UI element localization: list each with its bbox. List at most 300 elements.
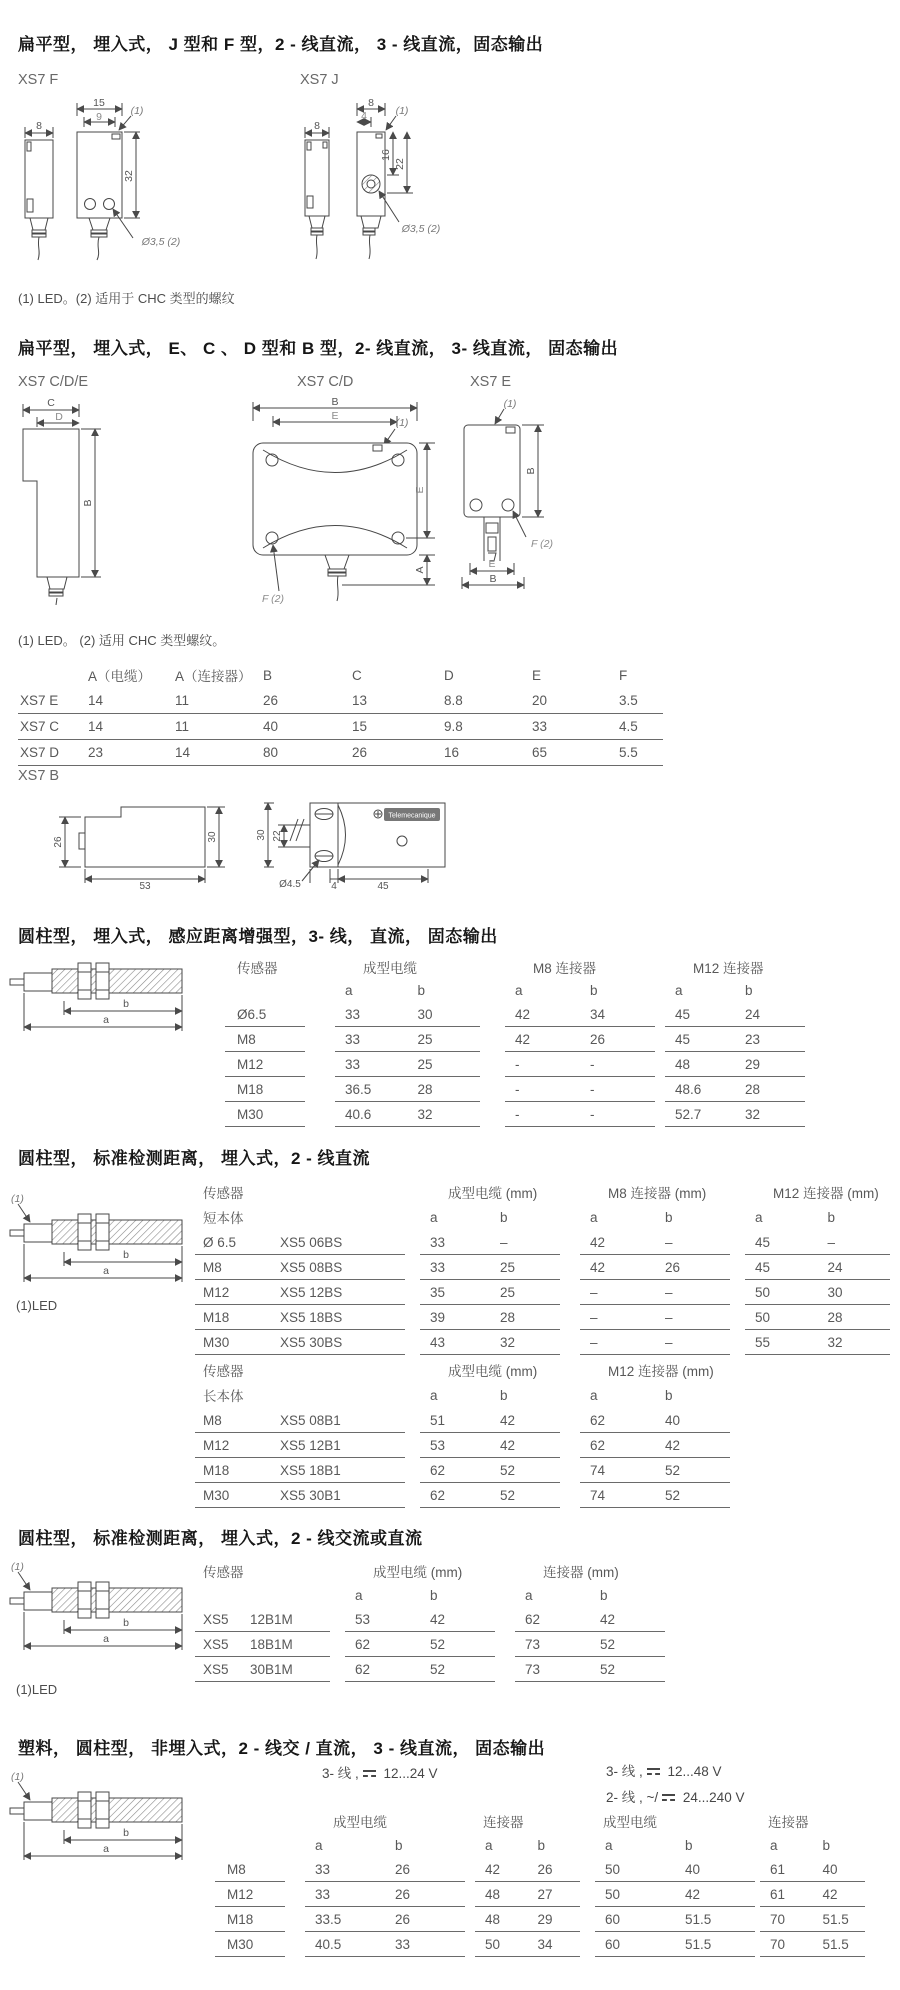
- cell-group: [665, 1027, 805, 1052]
- col-header-group: [195, 1358, 405, 1382]
- model-label-xs7e: XS7 E: [470, 374, 512, 390]
- col-header-b: b: [600, 1587, 608, 1603]
- dim-label: 22: [272, 830, 283, 842]
- cell-group: [420, 1230, 560, 1255]
- cell: 40: [822, 1861, 838, 1877]
- cylinder-shapes: [10, 963, 182, 1031]
- dim-label: b: [123, 1617, 129, 1629]
- model-ref: XS5 30BS: [280, 1334, 343, 1350]
- col-header-group: [195, 1204, 405, 1230]
- cell: 53: [355, 1611, 371, 1627]
- model-label-xs7cd: XS7 C/D: [297, 374, 354, 390]
- cell-group: [505, 1102, 655, 1127]
- row-label: Ø 6.5: [203, 1234, 237, 1250]
- col-header: D: [444, 667, 454, 683]
- col-header-b: b: [500, 1209, 508, 1225]
- cell: 73: [525, 1661, 541, 1677]
- cell-group: [305, 1882, 465, 1907]
- cell: 32: [827, 1334, 843, 1350]
- cell-group: [745, 1230, 890, 1255]
- dim-label: B: [489, 573, 497, 585]
- row-label: M8: [225, 1027, 305, 1052]
- dim-label: 30: [256, 829, 267, 841]
- section1-title: 扁平型， 埋入式， J 型和 F 型，2 - 线直流， 3 - 线直流，固态输出: [18, 35, 544, 54]
- dim-label: a: [103, 1843, 109, 1855]
- col-header-group: [195, 1180, 405, 1204]
- section2-note: (1) LED。 (2) 适用 CHC 类型螺纹。: [18, 633, 226, 648]
- cell: 52: [665, 1462, 681, 1478]
- row-label: Ø6.5: [225, 1002, 305, 1027]
- cell-group: [580, 1458, 730, 1483]
- col-header-group: [195, 1382, 405, 1408]
- led-callout: (1): [503, 398, 517, 410]
- cell: 25: [500, 1259, 516, 1275]
- cell-group: [745, 1305, 890, 1330]
- led-callout: (1): [130, 105, 144, 117]
- col-header-a: a: [430, 1387, 438, 1403]
- table-row: [195, 1408, 730, 1433]
- model-ref: XS5 12B1: [280, 1437, 341, 1453]
- cell: 40.6: [345, 1106, 372, 1122]
- subheader-group: [760, 1833, 865, 1857]
- cell: 24: [745, 1006, 761, 1022]
- subheader-group: [305, 1833, 465, 1857]
- cell: 70: [770, 1911, 786, 1927]
- model-label-xs7cde: XS7 C/D/E: [18, 374, 89, 390]
- cell: -: [515, 1056, 520, 1072]
- dim-label: 32: [123, 170, 135, 182]
- xs7cd-shapes: [253, 402, 435, 601]
- hole-callout: F (2): [531, 538, 553, 550]
- table-row: [195, 1657, 665, 1682]
- col-header-a: a: [515, 983, 523, 998]
- cell: 42: [665, 1437, 681, 1453]
- table-row: [180, 1932, 865, 1957]
- table-subheader-row: [195, 1583, 665, 1607]
- table-row: [195, 1433, 730, 1458]
- cell: 9.8: [444, 719, 463, 734]
- cell: –: [590, 1334, 598, 1350]
- col-header: 传感器: [237, 961, 278, 976]
- cell: 36.5: [345, 1081, 372, 1097]
- cell: 24: [827, 1259, 843, 1275]
- col-header: 成型电缆 (mm): [373, 1564, 463, 1580]
- dim-label: 9: [96, 111, 102, 123]
- table-row: [18, 688, 663, 714]
- cell: 60: [605, 1936, 621, 1952]
- col-header: 连接器: [483, 1814, 524, 1830]
- cell: 70: [770, 1936, 786, 1952]
- cell-group: [505, 1027, 655, 1052]
- cell-group: [665, 1052, 805, 1077]
- dim-label: E: [331, 410, 339, 422]
- col-header: M12 连接器 (mm): [608, 1364, 714, 1379]
- col-header: A（电缆）: [88, 669, 152, 684]
- row-label-group: [195, 1230, 405, 1255]
- section1-note: (1) LED。(2) 适用于 CHC 类型的螺纹: [18, 291, 235, 306]
- cell: 28: [827, 1309, 843, 1325]
- table-row: [225, 1027, 805, 1052]
- col-header-a: a: [675, 983, 683, 998]
- cell: 33: [345, 1056, 361, 1072]
- dim-label: C: [47, 397, 55, 409]
- col-header: M8 连接器 (mm): [608, 1186, 707, 1201]
- xs7b-side-drawing: [35, 795, 245, 890]
- voltage-text: 24...240 V: [679, 1790, 745, 1805]
- row-label: M12: [203, 1284, 230, 1300]
- row-label: M30: [203, 1334, 230, 1350]
- cell: 20: [532, 693, 548, 708]
- cell: -: [515, 1081, 520, 1097]
- xs7b-top-drawing: [250, 795, 460, 890]
- row-label: XS7 C: [20, 719, 60, 734]
- cell-group: [335, 1102, 480, 1127]
- cell: 62: [355, 1661, 371, 1677]
- cell: 51.5: [685, 1936, 712, 1952]
- xs7-dimension-table: [18, 662, 663, 766]
- cell-group: [335, 1052, 480, 1077]
- col-header-b: b: [745, 983, 753, 998]
- cell-group: [665, 1002, 805, 1027]
- cell: 11: [175, 719, 190, 734]
- cell-group: [760, 1857, 865, 1882]
- col-header-a: a: [770, 1837, 778, 1853]
- dim-label: A: [414, 566, 426, 574]
- cell-group: [420, 1458, 560, 1483]
- dim-label: a: [103, 1014, 109, 1026]
- cell: 32: [745, 1106, 761, 1122]
- cell: 4.5: [619, 719, 638, 734]
- cell: 40: [665, 1412, 681, 1428]
- col-header-a: a: [430, 1209, 438, 1225]
- col-header-blank: [215, 1808, 285, 1833]
- col-header-a: a: [525, 1587, 533, 1603]
- col-header: M12 连接器: [693, 961, 764, 976]
- led-callout: (1): [11, 1193, 24, 1205]
- col-header: A（连接器）: [175, 669, 252, 684]
- model-ref: XS5 12BS: [280, 1284, 343, 1300]
- cell: –: [665, 1284, 673, 1300]
- table-row: [195, 1632, 665, 1657]
- table-subheader-row: [180, 1833, 865, 1857]
- row-label: M8: [215, 1857, 285, 1882]
- cell: 45: [675, 1031, 691, 1047]
- dim-label: b: [123, 1827, 129, 1839]
- row-label: M12: [203, 1437, 230, 1453]
- row-label-group: [195, 1280, 405, 1305]
- cell-group: [335, 1027, 480, 1052]
- col-header-group: [195, 1558, 330, 1583]
- reinforced-range-table: [225, 955, 805, 1127]
- cell: –: [665, 1309, 673, 1325]
- cell: 42: [590, 1234, 606, 1250]
- row-label: XS7 E: [20, 693, 59, 708]
- table-row: [195, 1330, 890, 1355]
- col-header: 短本体: [203, 1211, 244, 1226]
- cell: 51.5: [822, 1911, 849, 1927]
- cell: 52.7: [675, 1106, 702, 1122]
- cell-group: [505, 1002, 655, 1027]
- cell: 29: [537, 1911, 553, 1927]
- cell: 26: [395, 1861, 411, 1877]
- cell: 62: [430, 1487, 446, 1503]
- col-header-a: a: [590, 1209, 598, 1225]
- plastic-cylindrical-table: [180, 1808, 865, 1957]
- cell: 74: [590, 1487, 606, 1503]
- col-header-a: a: [315, 1837, 323, 1853]
- cell: 42: [515, 1031, 531, 1047]
- hole-callout: Ø3,5 (2): [401, 223, 441, 235]
- col-header: 传感器: [203, 1186, 244, 1201]
- table-row: [225, 1002, 805, 1027]
- cell: 14: [88, 693, 104, 708]
- cylindrical-sensor-drawing-s5: [8, 1560, 208, 1655]
- cell: 80: [263, 745, 279, 760]
- model-ref: XS5 08BS: [280, 1259, 343, 1275]
- row-label-group: [195, 1255, 405, 1280]
- cell: 45: [755, 1259, 771, 1275]
- cell: 28: [500, 1309, 516, 1325]
- dim-label: 8: [314, 120, 320, 132]
- cell-group: [420, 1305, 560, 1330]
- cell: 30: [417, 1006, 433, 1022]
- section2-title: 扁平型， 埋入式， E、 C 、 D 型和 B 型，2- 线直流， 3- 线直流， 固态输出: [18, 339, 619, 358]
- cell: 52: [430, 1661, 446, 1677]
- cell: 42: [500, 1437, 516, 1453]
- cell: 32: [417, 1106, 433, 1122]
- subheader-group: [595, 1833, 755, 1857]
- model-ref: 12B1M: [250, 1611, 293, 1627]
- cell: 39: [430, 1309, 446, 1325]
- col-header-b: b: [665, 1209, 673, 1225]
- cell-group: [580, 1255, 730, 1280]
- cell: 45: [755, 1234, 771, 1250]
- row-label: XS5: [203, 1661, 229, 1677]
- subheader-group: [580, 1204, 730, 1230]
- dim-label: B: [525, 467, 537, 475]
- voltage-text: 12...24 V: [379, 1766, 438, 1781]
- long-body-table: [195, 1358, 730, 1508]
- cell: 25: [417, 1056, 433, 1072]
- hole-callout: Ø4.5: [279, 879, 301, 890]
- cell-group: [420, 1280, 560, 1305]
- table-header-row: [180, 1808, 865, 1833]
- cylinder-shapes: [10, 1204, 182, 1282]
- cell: 42: [590, 1259, 606, 1275]
- subheader-group: [745, 1204, 890, 1230]
- xs7e-shapes: [462, 409, 544, 589]
- cell: –: [500, 1234, 508, 1250]
- hole-callout: F (2): [262, 593, 284, 605]
- cell: 42: [685, 1886, 701, 1902]
- cell-group: [515, 1607, 665, 1632]
- row-label-group: [195, 1305, 405, 1330]
- cell-group: [305, 1932, 465, 1957]
- voltage-label-right-2: [606, 1786, 744, 1806]
- table-row: [195, 1483, 730, 1508]
- col-header-a: a: [345, 983, 353, 998]
- cell: 34: [537, 1936, 553, 1952]
- cell: 30: [827, 1284, 843, 1300]
- cell: 32: [500, 1334, 516, 1350]
- cell: 26: [395, 1886, 411, 1902]
- row-label: M30: [215, 1932, 285, 1957]
- dim-label: a: [103, 1633, 109, 1645]
- dim-label: 53: [139, 881, 151, 890]
- table-row: [225, 1077, 805, 1102]
- cell-group: [760, 1932, 865, 1957]
- cell: 25: [417, 1031, 433, 1047]
- cell: 11: [175, 693, 190, 708]
- dim-label: B: [331, 396, 339, 408]
- table-header-row: [195, 1358, 730, 1382]
- cell-group: [745, 1330, 890, 1355]
- cell: 26: [537, 1861, 553, 1877]
- cell-group: [760, 1882, 865, 1907]
- cell: 25: [500, 1284, 516, 1300]
- cell: 50: [605, 1861, 621, 1877]
- col-header-a: a: [605, 1837, 613, 1853]
- cell: 48: [675, 1056, 691, 1072]
- dim-label: 26: [53, 836, 64, 848]
- cell: 62: [525, 1611, 541, 1627]
- cell: -: [590, 1081, 595, 1097]
- table-row: [195, 1280, 890, 1305]
- dim-label: D: [55, 411, 63, 423]
- row-label: XS7 D: [20, 745, 60, 760]
- col-header: F: [619, 667, 628, 683]
- cell: 62: [430, 1462, 446, 1478]
- col-header: 连接器 (mm): [543, 1564, 619, 1580]
- cell: 33: [430, 1234, 446, 1250]
- cell: 14: [175, 745, 191, 760]
- cell-group: [305, 1857, 465, 1882]
- cell: 26: [352, 745, 368, 760]
- led-callout: (1): [395, 105, 409, 117]
- table-row: [195, 1458, 730, 1483]
- cell-group: [345, 1607, 495, 1632]
- col-header-a: a: [355, 1587, 363, 1603]
- cell: 3.5: [619, 693, 638, 708]
- col-header: 成型电缆: [603, 1814, 657, 1830]
- cell: 48: [485, 1886, 501, 1902]
- cylindrical-sensor-drawing-s4: [8, 1192, 208, 1287]
- cell: 33: [430, 1259, 446, 1275]
- cell: 33: [315, 1886, 331, 1902]
- cell-group: [745, 1255, 890, 1280]
- dim-label: 15: [93, 97, 105, 109]
- col-header: 成型电缆: [333, 1814, 387, 1830]
- cell: 45: [675, 1006, 691, 1022]
- cell: 55: [755, 1334, 771, 1350]
- row-label: M8: [203, 1412, 222, 1428]
- dim-label: 8: [36, 120, 42, 132]
- cylindrical-sensor-drawing-s6: [8, 1770, 208, 1865]
- row-label-group: [195, 1458, 405, 1483]
- cell: 27: [537, 1886, 553, 1902]
- cell: 61: [770, 1886, 786, 1902]
- row-label: XS5: [203, 1636, 229, 1652]
- subheader-group: [475, 1833, 580, 1857]
- table-subheader-row: [195, 1204, 890, 1230]
- row-label: M30: [225, 1102, 305, 1127]
- cell-group: [515, 1657, 665, 1682]
- cell: 62: [590, 1412, 606, 1428]
- cell-group: [580, 1483, 730, 1508]
- cell-group: [505, 1077, 655, 1102]
- cell-group: [760, 1907, 865, 1932]
- cell-group: [475, 1857, 580, 1882]
- cell: 33: [532, 719, 548, 734]
- cell: 52: [500, 1462, 516, 1478]
- cell: 29: [745, 1056, 761, 1072]
- cell: 33.5: [315, 1911, 342, 1927]
- cell-group: [505, 1052, 655, 1077]
- col-header: M8 连接器: [533, 961, 597, 976]
- cell-group: [305, 1907, 465, 1932]
- model-label-xs7j: XS7 J: [300, 72, 339, 88]
- xs7cde-drawing: [15, 395, 150, 605]
- cylinder-dim-labels: [103, 998, 129, 1026]
- voltage-text: 3- 线 ,: [322, 1766, 359, 1781]
- col-header-blank: [18, 662, 88, 688]
- cell: –: [827, 1234, 836, 1250]
- section3-title: 圆柱型， 埋入式， 感应距离增强型，3- 线， 直流， 固态输出: [18, 927, 498, 946]
- row-label: M18: [215, 1907, 285, 1932]
- cell: 40: [685, 1861, 701, 1877]
- cell: 33: [315, 1861, 331, 1877]
- col-header: 传感器: [203, 1564, 244, 1580]
- cell: 48: [485, 1911, 501, 1927]
- table-row: [195, 1607, 665, 1632]
- xs7b-side-shapes: [59, 807, 225, 883]
- table-header-row: [195, 1558, 665, 1583]
- section5-title: 圆柱型， 标准检测距离， 埋入式，2 - 线交流或直流: [18, 1529, 423, 1548]
- cylindrical-sensor-drawing-s3: [8, 955, 208, 1035]
- row-label-group: [195, 1632, 330, 1657]
- cell-group: [345, 1657, 495, 1682]
- xs7j-shapes: [305, 103, 413, 259]
- col-header: 连接器: [768, 1814, 809, 1830]
- cell: 51.5: [685, 1911, 712, 1927]
- model-ref: XS5 06BS: [280, 1234, 343, 1250]
- row-label: M30: [203, 1487, 230, 1503]
- cell-group: [420, 1408, 560, 1433]
- cell: 26: [263, 693, 279, 708]
- row-label-group: [195, 1607, 330, 1632]
- cell-group: [420, 1255, 560, 1280]
- col-header: 成型电缆 (mm): [448, 1364, 538, 1379]
- cell: 48.6: [675, 1081, 702, 1097]
- col-header: C: [352, 667, 362, 683]
- cell-group: [580, 1230, 730, 1255]
- cell: -: [590, 1106, 595, 1122]
- dim-label: b: [123, 998, 129, 1010]
- cell-group: [335, 1002, 480, 1027]
- col-header-a: a: [590, 1387, 598, 1403]
- cell: 40.5: [315, 1936, 342, 1952]
- cell: 26: [590, 1031, 606, 1047]
- cell: 26: [395, 1911, 411, 1927]
- cell-group: [595, 1857, 755, 1882]
- cell-group: [420, 1330, 560, 1355]
- cell: 52: [665, 1487, 681, 1503]
- cell-group: [580, 1408, 730, 1433]
- dc-symbol-icon: [662, 1794, 675, 1801]
- cell: 52: [600, 1661, 616, 1677]
- cell: 52: [600, 1636, 616, 1652]
- cell: 15: [352, 719, 368, 734]
